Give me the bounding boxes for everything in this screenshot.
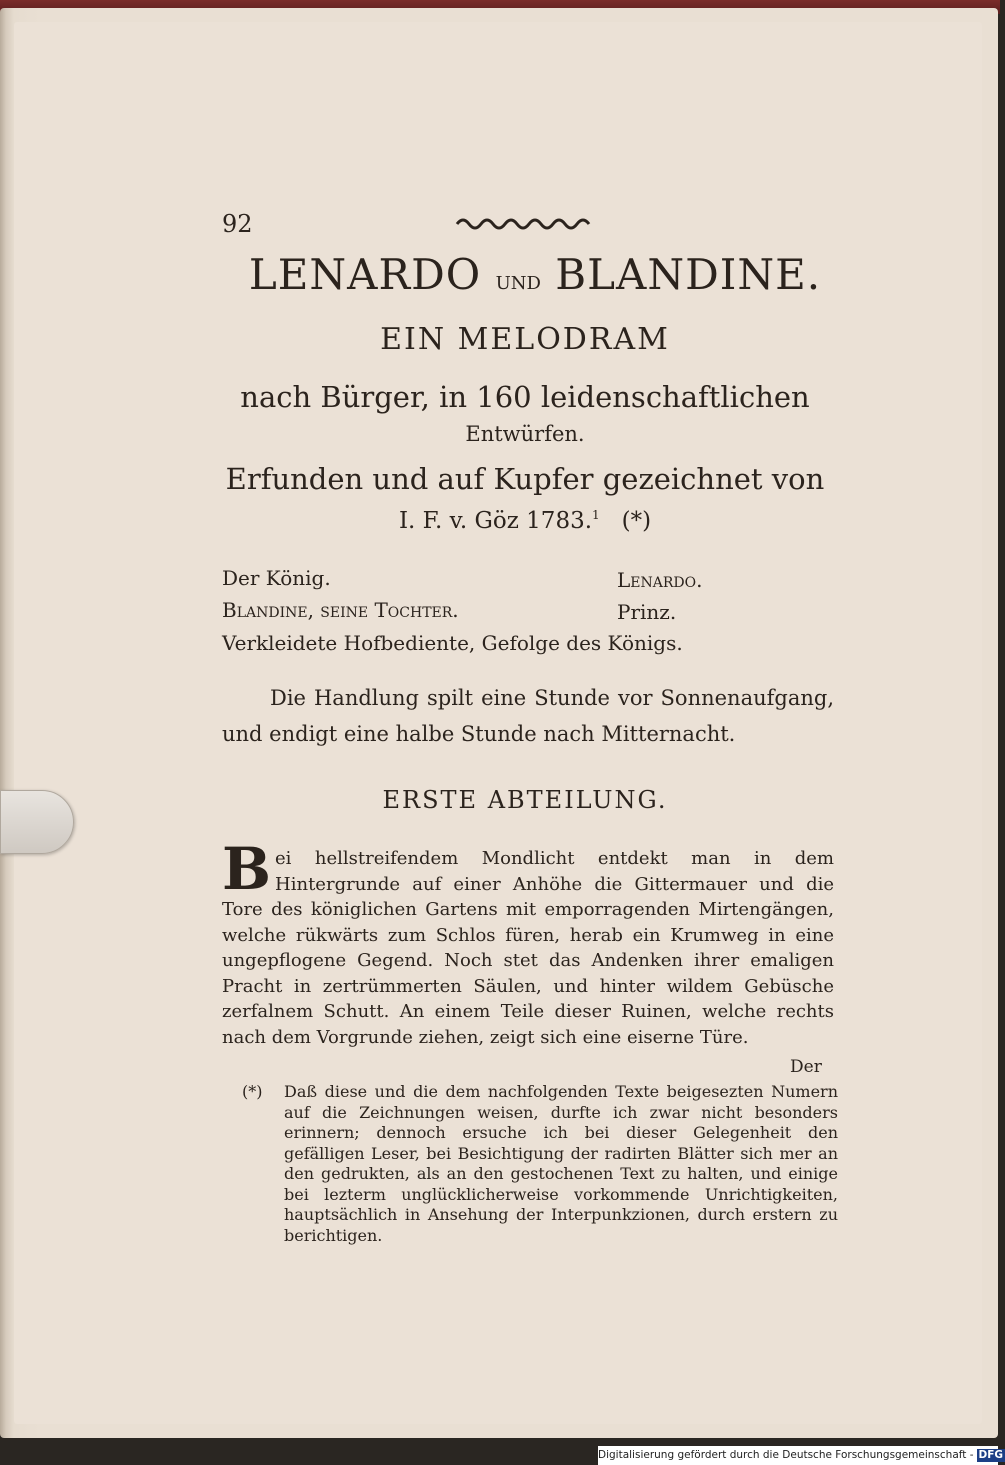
title-lenardo: LENARDO xyxy=(248,250,482,299)
drop-cap: B xyxy=(222,835,272,903)
digitization-credit xyxy=(598,1446,1004,1465)
footnote-text: Daß diese und die dem nachfolgenden Texte beigesezten Numern auf die Zeichnungen weisen, durfte ich zwar nicht besonders erinnern; dennoch ersuche ich bei dieser Gelegenheit den gefälligen Leser, bei Besichtigung der radirten Blätter sich mer an den gedrukten, als an den gestochenen Text zu halten, und einige bei lezterm unglücklicherweise vorkommende Unrichtigkeiten, hauptsächlich in Ansehung der Interpunkzionen, durch erstern zu berichtigen. xyxy=(284,1082,838,1245)
cast-blandine xyxy=(222,598,459,622)
dfg-logo: DFG xyxy=(978,1449,1004,1461)
author-text: I. F. v. Göz 1783. xyxy=(398,508,593,534)
section-heading: ERSTE ABTEILUNG. xyxy=(382,786,668,814)
page-number: 92 xyxy=(222,210,253,238)
setting-paragraph: Die Handlung spilt eine Stunde vor Sonnenaufgang, und endigt eine halbe Stunde nach Mitternacht. xyxy=(222,686,834,746)
title-line-4: Entwürfen. xyxy=(465,422,585,446)
cast-prinz: Prinz. xyxy=(617,600,677,624)
cast-blandine-text: Blandine, seine Tochter. xyxy=(222,598,459,622)
footnote xyxy=(244,1082,838,1246)
title-line-5: Erfunden und auf Kupfer gezeichnet von xyxy=(225,462,825,496)
title-blandine: BLANDINE. xyxy=(555,250,822,299)
body-text: ei hellstreifendem Mondlicht entdekt man in dem Hintergrunde auf einer Anhöhe die Gittermauer und die Tore des königlichen Gartens mit emporragenden Mirtengängen, welche rükwärts zum Schlos füren, herab ein Krumweg in eine ungepflogene Gegend. Noch stet das Andenken ihrer emaligen Pracht in zertrümmerten Säulen, und hinter wildem Gebüsche zerfalnem Schutt. An einem Teile dieser Ruinen, welche rechts nach dem Vorgrunde ziehen, zeigt sich eine eiserne Türe. xyxy=(222,848,834,1048)
play-title xyxy=(215,250,855,299)
footnote-mark: (*) xyxy=(242,1082,263,1101)
credit-text: Digitalisierung gefördert durch die Deutsche Forschungsgemeinschaft - xyxy=(598,1449,974,1461)
catchword: Der xyxy=(790,1057,822,1077)
author-line xyxy=(215,508,835,534)
cast-lenardo: Lenardo. xyxy=(617,568,703,592)
title-line-3: nach Bürger, in 160 leidenschaftlichen xyxy=(240,380,810,414)
wave-ornament xyxy=(455,212,595,234)
footnote-reference: (*) xyxy=(621,508,652,534)
body-paragraph xyxy=(222,835,834,1050)
subtitle: EIN MELODRAM xyxy=(380,322,670,357)
author-superscript: 1 xyxy=(592,508,600,522)
cast-retinue: Verkleidete Hofbediente, Gefolge des Königs. xyxy=(222,631,683,655)
title-und: UND xyxy=(495,273,541,294)
cast-king: Der König. xyxy=(222,566,331,590)
bookmark-tab xyxy=(0,790,74,854)
